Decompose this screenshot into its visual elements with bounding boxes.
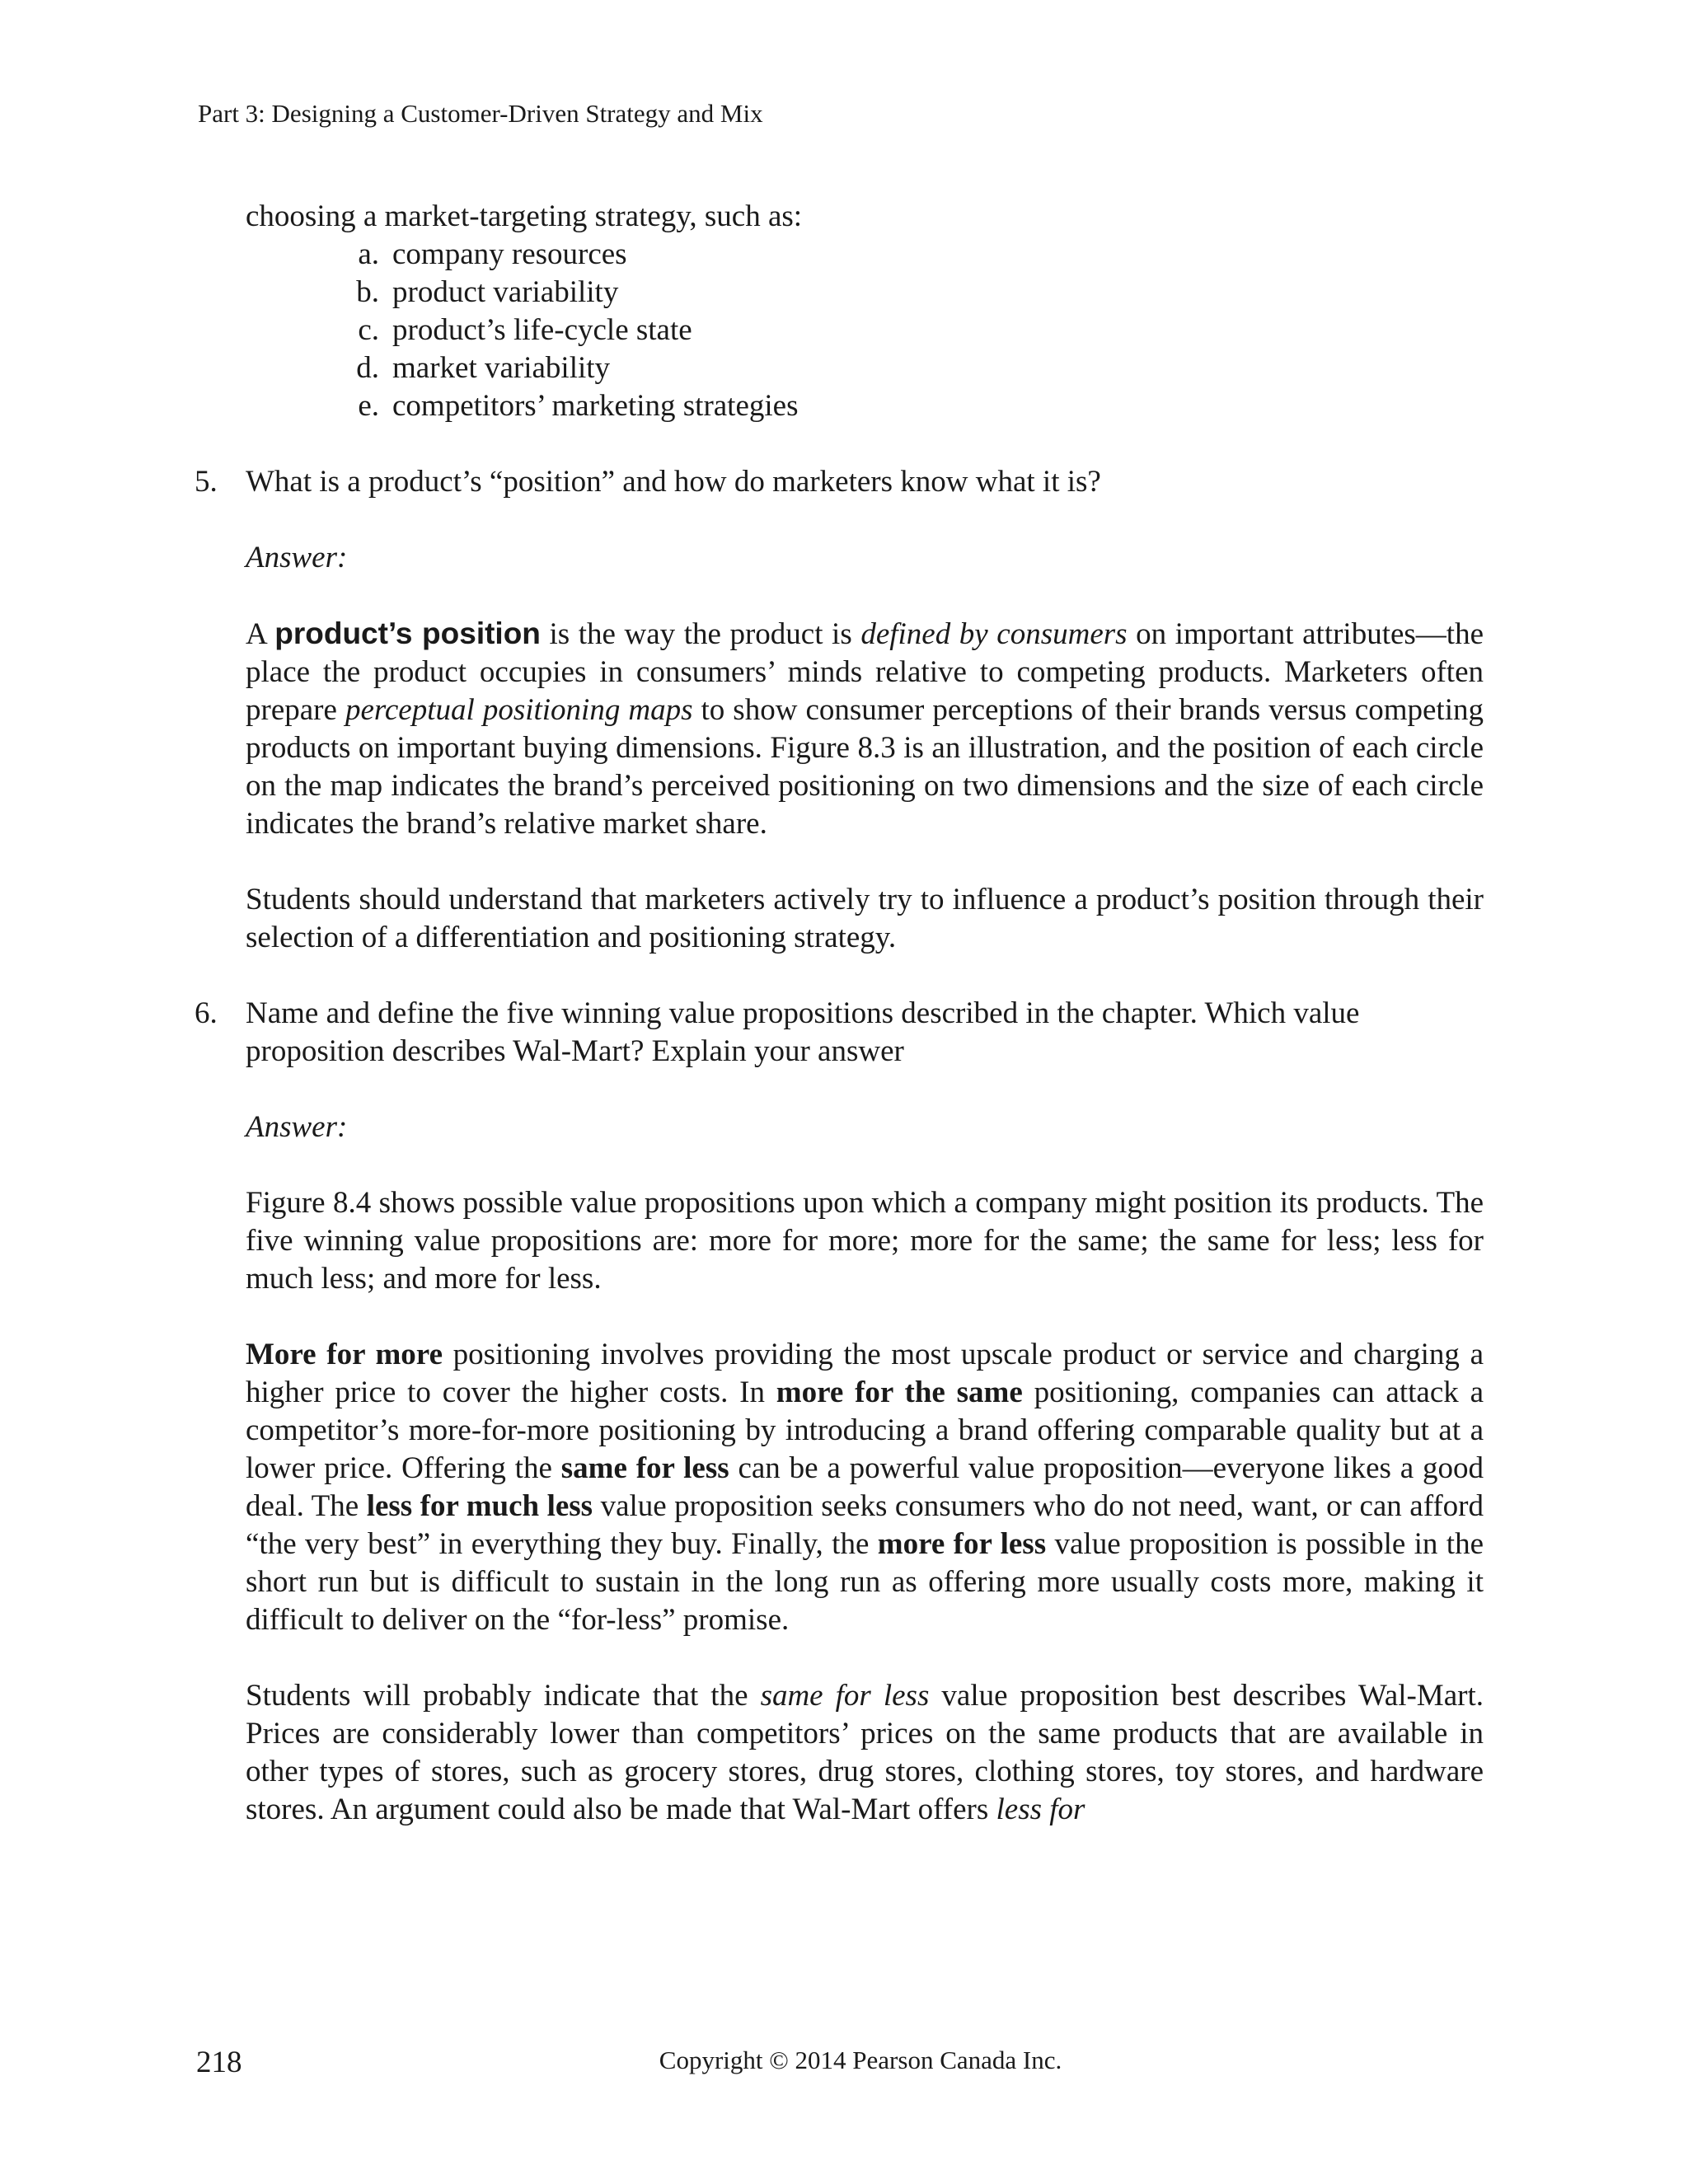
copyright-notice: Copyright © 2014 Pearson Canada Inc. <box>659 2046 1062 2074</box>
factor-list <box>246 236 1484 425</box>
page-number: 218 <box>196 2046 242 2079</box>
key-term: more for less <box>877 1527 1047 1561</box>
answer-label: Answer: <box>246 1110 348 1144</box>
answer-paragraph: Students should understand that marketers actively try to influence a product’s position through their selection of a differentiation and positioning strategy. <box>246 883 1484 954</box>
key-term: less for much less <box>366 1489 593 1523</box>
list-item: b. product variability <box>356 275 619 309</box>
question-5 <box>195 463 1484 501</box>
key-term: product’s position <box>274 616 541 650</box>
question-number: 6. <box>195 996 218 1030</box>
list-lead-in: choosing a market-targeting strategy, such as: <box>246 199 803 233</box>
answer-paragraph: Students will probably indicate that the same for less value proposition best describes Wal-Mart. Prices are considerably lower than competitors’ prices on the same products that are available in other types of stores, such as grocery stores, drug stores, clothing stores, toy stores, and hardware stores. An argument could also be made that Wal-Mart offers less for <box>246 1679 1484 1826</box>
running-head: Part 3: Designing a Customer-Driven Strategy and Mix <box>198 99 763 128</box>
question-number: 5. <box>195 465 218 499</box>
answer-paragraph: Figure 8.4 shows possible value propositions upon which a company might position its products. The five winning value propositions are: more for more; more for the same; the same for less; less for much less; and more for less. <box>246 1186 1484 1296</box>
answer-label: Answer: <box>246 541 348 574</box>
key-term: more for the same <box>776 1376 1023 1409</box>
key-term: same for less <box>560 1451 729 1485</box>
list-item: e. competitors’ marketing strategies <box>358 389 799 423</box>
list-item: c. product’s life-cycle state <box>358 313 692 347</box>
answer-paragraph: More for more positioning involves providing the most upscale product or service and charging a higher price to cover the higher costs. In more for the same positioning, companies can attack a competitor’s more-for-more positioning by introducing a brand offering comparable quality but at a lower price. Offering the same for less can be a powerful value proposition—everyone likes a good deal. The less for much less value proposition seeks consumers who do not need, want, or can afford “the very best” in everything they buy. Finally, the more for less value proposition is possible in the short run but is difficult to sustain in the long run as offering more usually costs more, making it difficult to deliver on the “for-less” promise. <box>246 1338 1484 1637</box>
key-term: More for more <box>246 1338 443 1371</box>
page-body <box>195 198 1484 1829</box>
question-text: Name and define the five winning value propositions described in the chapter. Which value proposition describes Wal-Mart? Explain your answer <box>246 996 1360 1068</box>
question-6 <box>195 995 1484 1071</box>
answer-paragraph: A product’s position is the way the product is defined by consumers on important attributes—the place the product occupies in consumers’ minds relative to competing products. Marketers often prepare perceptual positioning maps to show consumer perceptions of their brands versus competing products on important buying dimensions. Figure 8.3 is an illustration, and the position of each circle on the map indicates the brand’s perceived positioning on two dimensions and the size of each circle indicates the brand’s relative market share. <box>246 616 1484 841</box>
list-item: a. company resources <box>358 237 627 271</box>
list-item: d. market variability <box>356 351 611 385</box>
question-text: What is a product’s “position” and how do marketers know what it is? <box>246 465 1101 499</box>
